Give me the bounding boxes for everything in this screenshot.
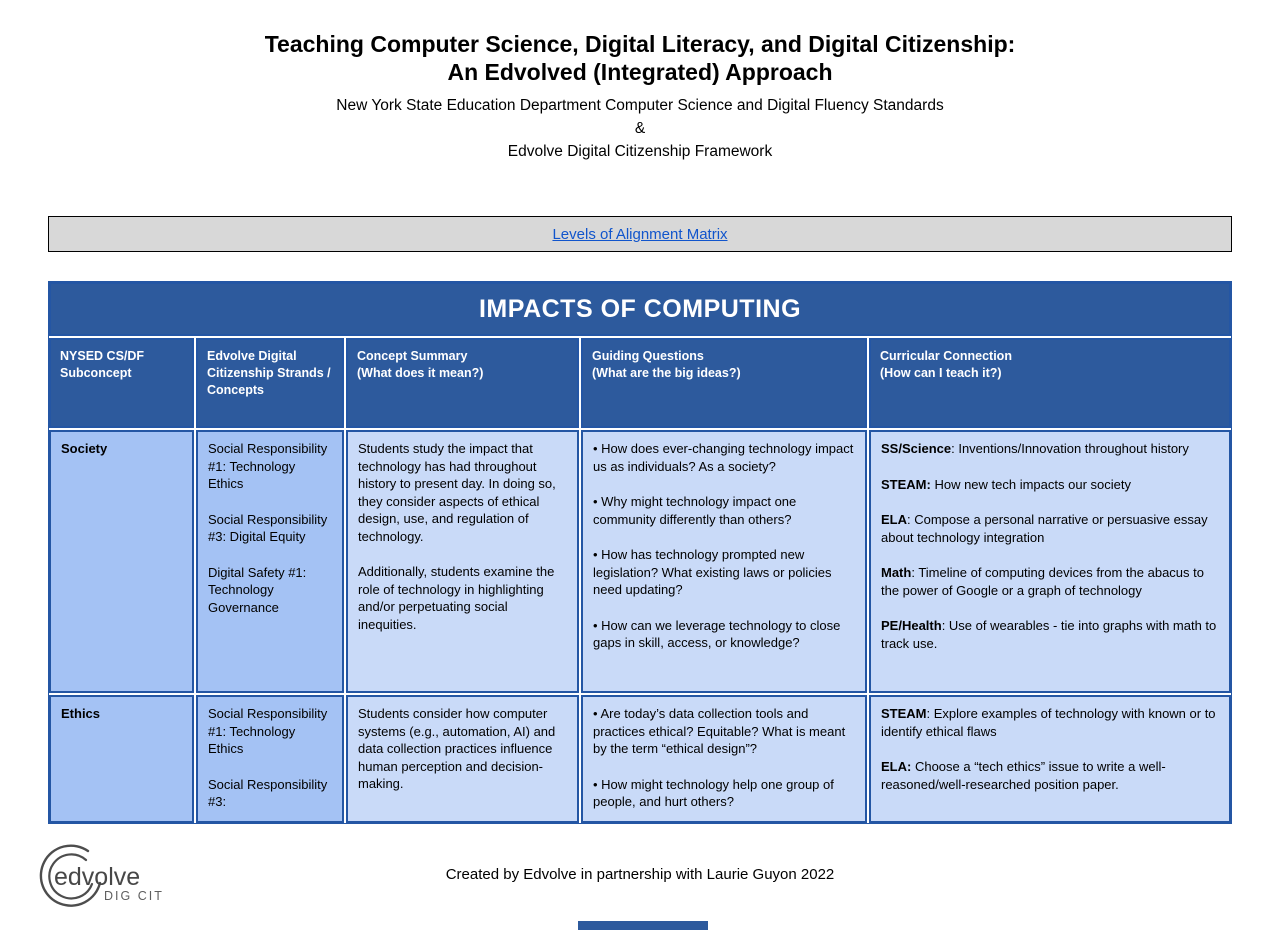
column-header-guiding-questions: Guiding Questions (What are the big ideas?) <box>581 338 867 428</box>
logo-wordmark: edvolve <box>54 863 141 891</box>
alignment-matrix-link[interactable]: Levels of Alignment Matrix <box>552 225 728 243</box>
link-bar <box>48 216 1232 252</box>
section-banner: IMPACTS OF COMPUTING <box>49 282 1231 336</box>
page-title-line1: Teaching Computer Science, Digital Literacy, and Digital Citizenship: <box>264 31 1016 57</box>
cell-ethics-connections: STEAM: Explore examples of technology with known or to identify ethical flaws ELA: Choose a “tech ethics” issue to write a well-reasoned/well-researched position paper. <box>869 695 1231 823</box>
credit-line: Created by Edvolve in partnership with Laurie Guyon 2022 <box>445 866 835 883</box>
logo-tagline: DIG CIT <box>104 889 164 903</box>
column-header-concept-summary: Concept Summary (What does it mean?) <box>346 338 579 428</box>
subtitle-framework: Edvolve Digital Citizenship Framework <box>507 143 773 160</box>
column-header-subconcept: NYSED CS/DF Subconcept <box>49 338 194 428</box>
column-header-strands: Edvolve Digital Citizenship Strands / Concepts <box>196 338 344 428</box>
bottom-bar <box>578 921 708 930</box>
document-header <box>0 0 1280 163</box>
cell-ethics-strands: Social Responsibility #1: Technology Ethics Social Responsibility #3: <box>196 695 344 823</box>
subtitle-standards: New York State Education Department Computer Science and Digital Fluency Standards <box>336 97 944 114</box>
cell-ethics-summary: Students consider how computer systems (e.g., automation, AI) and data collection practices influence human perception and decision-making. <box>346 695 579 823</box>
cell-society-summary: Students study the impact that technology has had throughout history to present day. In doing so, they consider aspects of ethical design, use, and regulation of technology. Additionally, students examine the role of technology in highlighting and/or perpetuating social inequities. <box>346 430 579 693</box>
column-header-curricular-connection: Curricular Connection (How can I teach it?) <box>869 338 1231 428</box>
page-subtitle <box>0 94 1280 163</box>
cell-society-strands: Social Responsibility #1: Technology Ethics Social Responsibility #3: Digital Equity Digital Safety #1: Technology Governance <box>196 430 344 693</box>
cell-ethics-subconcept: Ethics <box>49 695 194 823</box>
subtitle-ampersand: & <box>634 120 646 137</box>
cell-society-connections: SS/Science: Inventions/Innovation throughout history STEAM: How new tech impacts our society ELA: Compose a personal narrative or persuasive essay about technology integration Math: Timeline of computing devices from the abacus to the power of Google or a graph of technology PE/Health: Use of wearables - tie into graphs with math to track use. <box>869 430 1231 693</box>
cell-ethics-questions: • Are today’s data collection tools and practices ethical? Equitable? What is meant by the term “ethical design”? • How might technology help one group of people, and hurt others? <box>581 695 867 823</box>
cell-society-subconcept: Society <box>49 430 194 693</box>
impacts-of-computing-table <box>48 281 1232 824</box>
cell-society-questions: • How does ever-changing technology impact us as individuals? As a society? • Why might technology impact one community differently than others? • How has technology prompted new legislation? What existing laws or policies need updating? • How can we leverage technology to close gaps in skill, access, or knowledge? <box>581 430 867 693</box>
page-title-line2: An Edvolved (Integrated) Approach <box>447 59 833 85</box>
